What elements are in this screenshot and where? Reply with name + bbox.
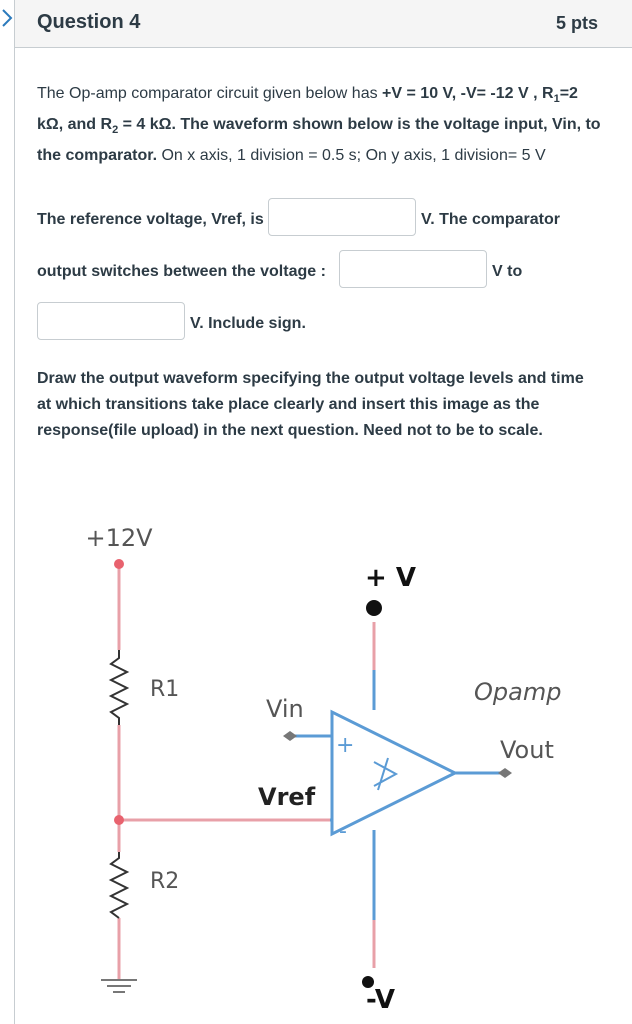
vout-label: Vout (500, 736, 554, 764)
comparator-circuit-diagram (0, 500, 632, 1024)
chevron-right-icon (0, 8, 14, 28)
r1-label: R1 (150, 677, 180, 702)
plus-v-label: + V (365, 563, 416, 593)
v-high-input[interactable] (37, 302, 185, 340)
switch-suffix-label: V. Include sign. (190, 315, 306, 332)
question-title: Question 4 (37, 11, 141, 33)
opamp-label: Opamp (474, 678, 562, 706)
vin-label: Vin (266, 695, 304, 723)
vref-label: Vref (258, 783, 316, 811)
v-low-input[interactable] (339, 250, 487, 288)
noninverting-sign: + (336, 733, 355, 758)
ground-icon (101, 980, 137, 992)
minus-v-label: -V (366, 985, 396, 1015)
r1-resistor (111, 650, 127, 725)
vin-input-marker (283, 731, 297, 741)
points-label: 5 pts (555, 13, 598, 33)
vout-output-marker (498, 768, 512, 778)
vref-suffix-label: V. The comparator (421, 211, 561, 228)
inverting-sign: - (339, 819, 347, 844)
switch-mid-label: V to (492, 263, 523, 280)
question-header (15, 0, 632, 48)
plus-v-terminal (366, 600, 382, 616)
switch-prefix-label: output switches between the voltage : (37, 263, 326, 280)
instructions-text: Draw the output waveform specifying the output voltage levels and time at which transitions take place clearly and insert this image as the response(file upload) in the next question. Need not to be to scale. (37, 370, 584, 439)
blue-wires (290, 670, 505, 920)
r2-label: R2 (150, 869, 180, 894)
r2-resistor (111, 852, 127, 918)
question-intro: The Op-amp comparator circuit given below has +V = 10 V, -V= -12 V , $R_1=2$ kΩ, and $R_2 = 4$ kΩ. The waveform shown below is the voltage input, Vin, to the comparator. On x axis, 1 division = 0.5 s; On y axis, 1 division= 5 V (37, 85, 601, 165)
junction-node (114, 815, 124, 825)
vref-prefix-label: The reference voltage, Vref, is (37, 211, 264, 228)
supply-label: +12V (85, 524, 153, 552)
supply-node (114, 559, 124, 569)
vref-input[interactable] (268, 198, 416, 236)
red-wires (119, 564, 374, 980)
